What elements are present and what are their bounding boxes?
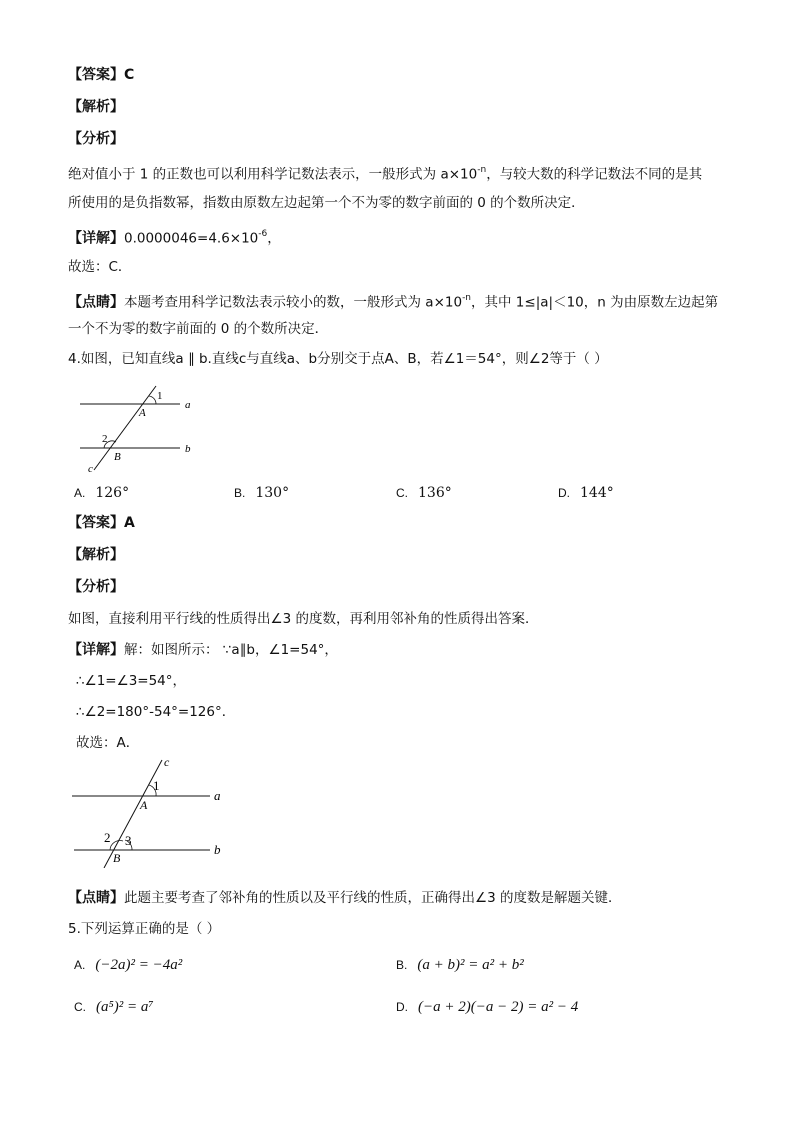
fig1-label-b: b <box>185 443 191 455</box>
q3-fenxi-heading: 【分析】 <box>68 131 124 147</box>
fig2-label-b: b <box>214 842 221 857</box>
q4-option-d[interactable]: D. 144° <box>558 485 614 501</box>
q4-fenxi-text: 如图，直接利用平行线的性质得出∠3 的度数，再利用邻补角的性质得出答案． <box>68 611 539 627</box>
fig2-label-A: A <box>140 798 148 812</box>
q3-fenxi-line1: 绝对值小于 1 的正数也可以利用科学记数法表示，一般形式为 $a\times 10^{-n}$，与较大数的科学记数法不同的是其 <box>68 165 703 183</box>
q4-question: 4.如图，已知直线a ∥ b.直线c与直线a、b分别交于点A、B，若∠1＝54°，则∠2等于（ ） <box>68 351 608 367</box>
q3-fenxi-line2: 所使用的是负指数幂，指数由原数左边起第一个不为零的数字前面的 0 的个数所决定． <box>68 195 585 211</box>
q4-option-a[interactable]: A. 126° <box>74 485 130 501</box>
angle-1-arc <box>149 396 156 404</box>
q4-option-b[interactable]: B. 130° <box>234 485 290 501</box>
fig2-label-c: c <box>164 756 170 769</box>
q5-option-b[interactable]: B. (a + b)² = a² + b² <box>396 957 524 973</box>
q3-choose: 故选：C． <box>68 259 132 275</box>
fig1-label-B: B <box>114 451 121 463</box>
q4-figure-2 <box>70 756 240 868</box>
q4-dianjing: 【点睛】此题主要考查了邻补角的性质以及平行线的性质，正确得出∠3 的度数是解题关键． <box>68 890 622 906</box>
q4-detail: 【详解】解：如图所示： ∵a∥b，∠1=54°， <box>68 642 338 658</box>
fig2-label-2: 2 <box>104 830 111 845</box>
fig1-label-A: A <box>139 407 146 419</box>
fig1-label-c: c <box>88 463 93 474</box>
q4-choose: 故选：A． <box>76 735 140 751</box>
q3-dianjing-line2: 一个不为零的数字前面的 0 的个数所决定． <box>68 321 329 337</box>
q5-option-a[interactable]: A. (−2a)² = −4a² <box>74 957 183 973</box>
q3-answer: 【答案】C <box>68 67 135 83</box>
q5-question: 5.下列运算正确的是（ ） <box>68 921 221 937</box>
fig1-label-2: 2 <box>102 433 108 445</box>
fig1-label-a: a <box>185 399 191 411</box>
q4-analysis-heading: 【解析】 <box>68 547 124 563</box>
q3-dianjing-line1: 【点睛】本题考查用科学记数法表示较小的数，一般形式为 $a\times 10^{-n}$，其中 1≤|a|＜10，n 为由原数左边起第 <box>68 293 719 311</box>
q4-step-2: ∴∠2=180°-54°=126°． <box>76 704 236 720</box>
q4-fenxi-heading: 【分析】 <box>68 579 124 595</box>
q3-detail: 【详解】$0.0000046=4.6\times 10^{-6}$， <box>68 229 281 247</box>
q3-analysis-heading: 【解析】 <box>68 99 124 115</box>
q4-option-c[interactable]: C. 136° <box>396 485 452 501</box>
q4-answer: 【答案】A <box>68 515 135 531</box>
q4-step-1: ∴∠1=∠3=54°， <box>76 673 187 689</box>
fig2-label-3: 3 <box>125 833 132 848</box>
fig1-label-1: 1 <box>157 390 163 402</box>
q5-option-c[interactable]: C. (a⁵)² = a⁷ <box>74 999 154 1015</box>
fig2-label-1: 1 <box>153 778 160 793</box>
fig2-label-B: B <box>113 851 121 865</box>
line-c <box>94 386 156 470</box>
fig2-label-a: a <box>214 788 221 803</box>
q5-option-d[interactable]: D. (−a + 2)(−a − 2) = a² − 4 <box>396 999 579 1015</box>
q4-figure-1 <box>76 382 206 474</box>
